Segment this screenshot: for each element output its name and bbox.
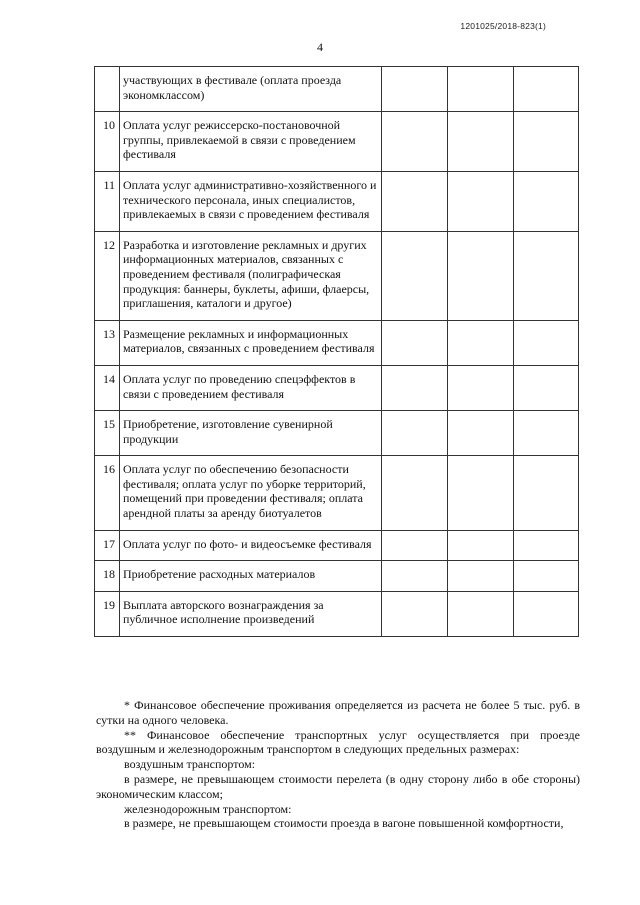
amount-cell xyxy=(514,67,579,112)
amount-cell xyxy=(514,231,579,320)
footnote-rail-heading: железнодорожным транспортом: xyxy=(124,801,292,816)
row-number: 18 xyxy=(95,561,120,592)
amount-cell xyxy=(448,67,514,112)
footnotes xyxy=(96,698,580,831)
amount-cell xyxy=(448,411,514,456)
row-number: 11 xyxy=(95,171,120,231)
amount-cell xyxy=(514,530,579,561)
table-row xyxy=(95,365,579,410)
amount-cell xyxy=(382,320,448,365)
table-row xyxy=(95,112,579,172)
expense-item: участвующих в фестивале (оплата проезда экономклассом) xyxy=(120,67,382,112)
row-number: 15 xyxy=(95,411,120,456)
amount-cell xyxy=(382,112,448,172)
amount-cell xyxy=(448,112,514,172)
amount-cell xyxy=(382,411,448,456)
expense-item: Оплата услуг по фото- и видеосъемке фестиваля xyxy=(120,530,382,561)
amount-cell xyxy=(382,365,448,410)
page-number: 4 xyxy=(317,40,323,54)
table-row xyxy=(95,231,579,320)
amount-cell xyxy=(448,365,514,410)
amount-cell xyxy=(514,411,579,456)
expense-item: Оплата услуг по проведению спецэффектов в связи с проведением фестиваля xyxy=(120,365,382,410)
budget-table xyxy=(94,66,579,637)
amount-cell xyxy=(382,530,448,561)
amount-cell xyxy=(448,320,514,365)
expense-item: Разработка и изготовление рекламных и других информационных материалов, связанных с проведением фестиваля (полиграфическая продукция: баннеры, буклеты, афиши, флаерсы, приглашения, каталоги и другое) xyxy=(120,231,382,320)
row-number: 10 xyxy=(95,112,120,172)
amount-cell xyxy=(448,171,514,231)
footnote-rail-limit: в размере, не превышающем стоимости проезда в вагоне повышенной комфортности, xyxy=(124,816,564,831)
table-row xyxy=(95,320,579,365)
row-number: 19 xyxy=(95,591,120,636)
footnote-accommodation: * Финансовое обеспечение проживания определяется из расчета не более 5 тыс. руб. в сутки на одного человека. xyxy=(96,698,580,727)
table-row xyxy=(95,561,579,592)
document-number: 1201025/2018-823(1) xyxy=(460,21,546,31)
table-row xyxy=(95,456,579,530)
expense-item: Оплата услуг режиссерско-постановочной группы, привлекаемой в связи с проведением фестиваля xyxy=(120,112,382,172)
footnote-transport: ** Финансовое обеспечение транспортных услуг осуществляется при проезде воздушным и железнодорожным транспортом в следующих предельных размерах: xyxy=(96,727,580,757)
footnote-air-heading: воздушным транспортом: xyxy=(124,757,256,772)
row-number: 13 xyxy=(95,320,120,365)
table-row xyxy=(95,591,579,636)
amount-cell xyxy=(514,171,579,231)
row-number xyxy=(95,67,120,112)
amount-cell xyxy=(514,561,579,592)
expense-item: Оплата услуг по обеспечению безопасности фестиваля; оплата услуг по уборке территорий, помещений при проведении фестиваля; оплата арендной платы за аренду биотуалетов xyxy=(120,456,382,530)
expense-item: Выплата авторского вознаграждения за публичное исполнение произведений xyxy=(120,591,382,636)
expense-item: Приобретение, изготовление сувенирной продукции xyxy=(120,411,382,456)
amount-cell xyxy=(448,561,514,592)
table-row xyxy=(95,67,579,112)
amount-cell xyxy=(382,231,448,320)
row-number: 16 xyxy=(95,456,120,530)
amount-cell xyxy=(448,231,514,320)
amount-cell xyxy=(448,591,514,636)
amount-cell xyxy=(382,456,448,530)
expense-item: Размещение рекламных и информационных материалов, связанных с проведением фестиваля xyxy=(120,320,382,365)
amount-cell xyxy=(382,67,448,112)
row-number: 12 xyxy=(95,231,120,320)
amount-cell xyxy=(382,561,448,592)
row-number: 17 xyxy=(95,530,120,561)
expense-item: Приобретение расходных материалов xyxy=(120,561,382,592)
table-row xyxy=(95,411,579,456)
amount-cell xyxy=(448,456,514,530)
amount-cell xyxy=(514,112,579,172)
row-number: 14 xyxy=(95,365,120,410)
table-row xyxy=(95,530,579,561)
amount-cell xyxy=(448,530,514,561)
amount-cell xyxy=(382,171,448,231)
amount-cell xyxy=(514,365,579,410)
amount-cell xyxy=(514,591,579,636)
expense-item: Оплата услуг административно-хозяйственного и технического персонала, иных специалистов, привлекаемых в связи с проведением фестиваля xyxy=(120,171,382,231)
footnote-air-limit: в размере, не превышающем стоимости перелета (в одну сторону либо в обе стороны) экономическим классом; xyxy=(96,771,580,801)
amount-cell xyxy=(514,456,579,530)
table-row xyxy=(95,171,579,231)
amount-cell xyxy=(382,591,448,636)
amount-cell xyxy=(514,320,579,365)
